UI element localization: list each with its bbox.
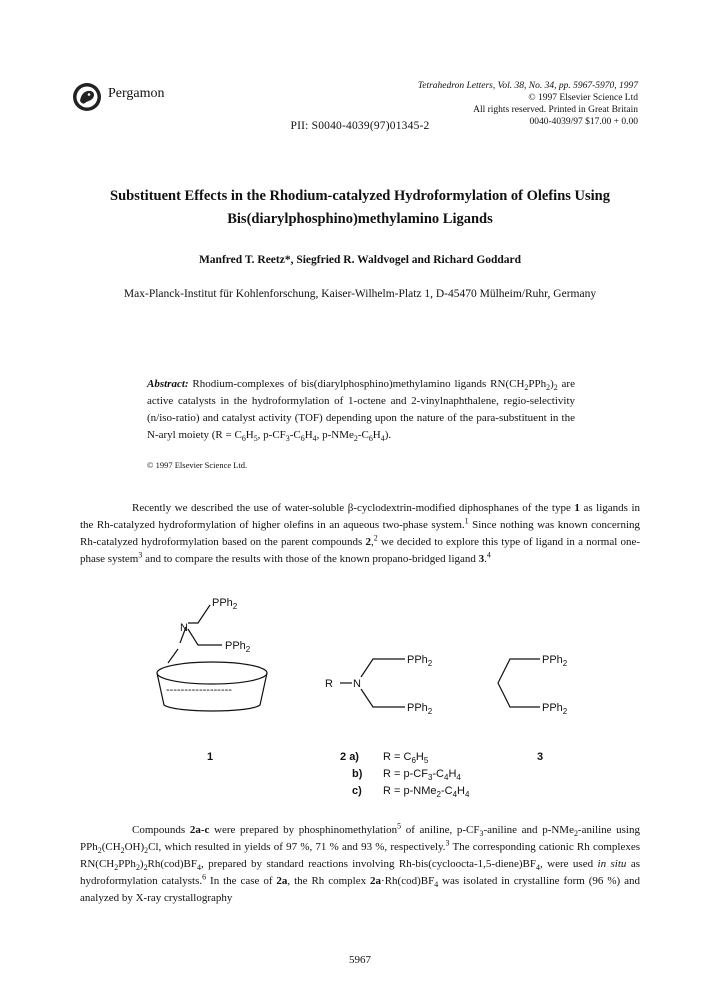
title-line-2: Bis(diarylphosphino)methylamino Ligands bbox=[227, 211, 493, 227]
cd-nitrogen: N bbox=[180, 622, 188, 634]
compound-3-pph2-bottom: PPh$_2$ bbox=[542, 702, 568, 716]
abstract-text: Abstract: Rhodium-complexes of bis(diarylphosphino)methylamino ligands $RN(CH_2PPh_2)_2$ are active catalysts in the hydroformylation of 1-octene and 2-vinylnaphthalene, regio-selectivity (n/iso-ratio) and catalyst activity (TOF) depending upon the nature of the para-substituent in the N-aryl moiety ($R = C_6H_5$, $p-CF_3-C_6H_4$, $p-NMe_2-C_6H_4$). bbox=[147, 378, 575, 444]
abstract-copyright: © 1997 Elsevier Science Ltd. bbox=[147, 460, 248, 470]
intro-paragraph: Recently we described the use of water-soluble β-cyclodextrin-modified diphosphanes of the type 1 as ligands in the Rh-catalyzed hydroformylation of higher olefins in an aqueous two-phase system.$^1$ Since nothing was known concerning Rh-catalyzed hydroformylation based on the parent compounds 2,$^2$ we decided to explore this type of ligand in a normal one-phase system$^3$ and to compare the results with those of the known propano-bridged ligand 3.$^4$ bbox=[80, 502, 641, 565]
body-paragraph: Compounds 2a-c were prepared by phosphinomethylation$^5$ of aniline, $p-CF_3$-aniline and p-NMe$_2$-aniline using $PPh_2(CH_2OH)_2Cl$, which resulted in yields of 97 %, 71 % and 93 %, respectively.$^3$ The corresponding cationic Rh complexes $RN(CH_2PPh_2)_2Rh(cod)BF_4$, prepared by standard reactions involving $Rh-bis(cycloocta-1,5-diene)BF_4$, were used in situ as hydroformylation catalysts.$^6$ In the case of 2a, the Rh complex $2a\cdot Rh(cod)BF_4$ was isolated in crystalline form (96 %) and analyzed by X-ray crystallography bbox=[80, 821, 640, 904]
copyright-line: © 1997 Elsevier Science Ltd bbox=[528, 93, 638, 103]
compound-2-pph2-top: PPh$_2$ bbox=[407, 654, 433, 668]
compound-2-nitrogen: N bbox=[353, 678, 361, 690]
paper-title bbox=[110, 185, 610, 231]
rights-line: All rights reserved. Printed in Great Britain bbox=[473, 105, 638, 115]
cd-dashed-rim: ------------------ bbox=[166, 684, 232, 696]
compound-3-pph2-top: PPh$_2$ bbox=[542, 654, 568, 668]
affiliation: Max-Planck-Institut für Kohlenforschung, Kaiser-Wilhelm-Platz 1, D-45470 Mülheim/Ruhr, Germany bbox=[123, 288, 597, 300]
compound-2-r-group: R bbox=[325, 678, 333, 690]
compound-2b-label: b) bbox=[352, 768, 363, 780]
cd-pph2-bottom: PPh$_2$ bbox=[225, 640, 251, 654]
journal-citation: Tetrahedron Letters, Vol. 38, No. 34, pp. 5967-5970, 1997 bbox=[417, 81, 638, 91]
compound-1-label: 1 bbox=[207, 751, 214, 763]
publisher-logo-icon bbox=[72, 82, 102, 112]
abstract-lead: Abstract: bbox=[147, 378, 189, 390]
page-number: 5967 bbox=[349, 954, 371, 966]
compound-2b-r-group: $R = p-CF_3-C_4H_4$ bbox=[383, 768, 461, 782]
journal-line bbox=[418, 80, 638, 92]
chemical-structures-figure bbox=[0, 585, 720, 800]
compound-3-structure bbox=[498, 659, 540, 707]
cd-pph2-top: PPh$_2$ bbox=[212, 597, 238, 611]
compound-2c-label: c) bbox=[352, 785, 362, 797]
compound-2a-r-group: $R = C_6H_5$ bbox=[383, 751, 429, 765]
pii-identifier: PII: S0040-4039(97)01345-2 bbox=[290, 120, 430, 132]
title-line-1: Substituent Effects in the Rhodium-catalyzed Hydroformylation of Olefins Using bbox=[110, 188, 610, 204]
compound-3-label: 3 bbox=[537, 751, 544, 763]
compound-2a-label: 2 a) bbox=[340, 751, 359, 763]
compound-2c-r-group: $R = p-NMe_2-C_4H_4$ bbox=[383, 785, 470, 799]
compound-2-pph2-bottom: PPh$_2$ bbox=[407, 702, 433, 716]
price-line: 0040-4039/97 $17.00 + 0.00 bbox=[529, 117, 638, 127]
publisher-name: Pergamon bbox=[108, 86, 165, 101]
compound-2-structure bbox=[340, 659, 405, 707]
author-list: Manfred T. Reetz*, Siegfried R. Waldvogel and Richard Goddard bbox=[198, 254, 522, 266]
